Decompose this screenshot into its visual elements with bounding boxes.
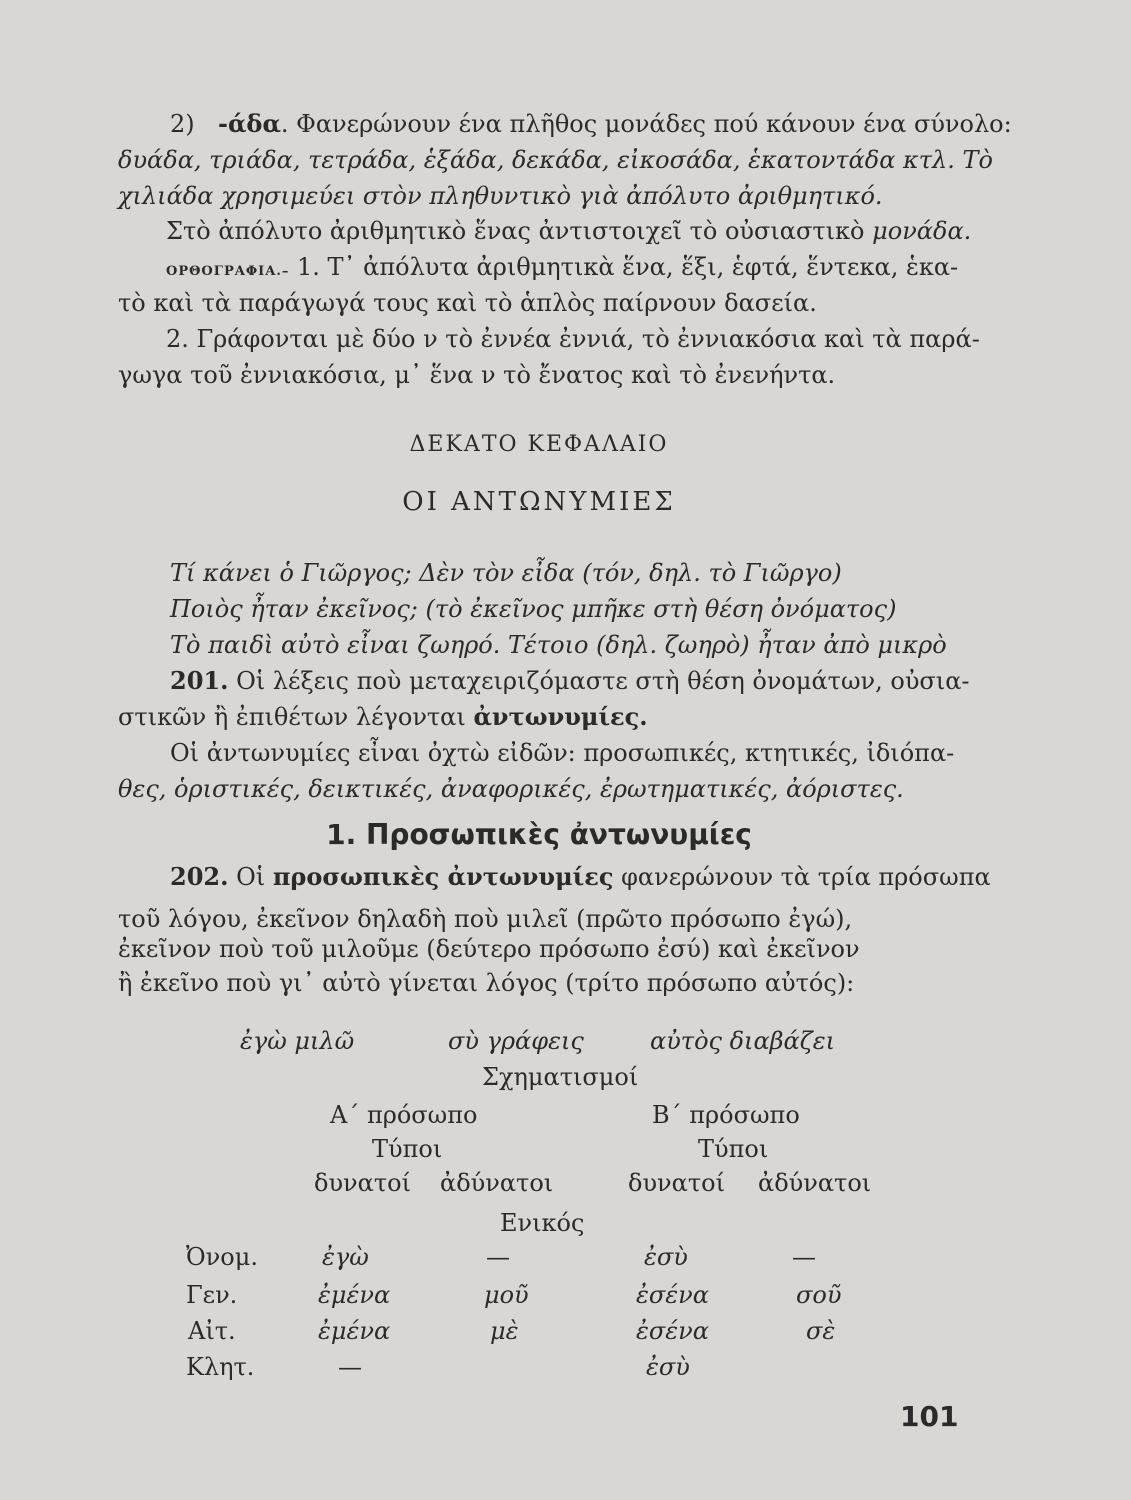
example-line: Τί κάνει ὁ Γιῶργος; Δὲν τὸν εἶδα (τόν, δηλ. τὸ Γιῶργο) xyxy=(170,559,842,587)
text-line-8: γωγα τοῦ ἐννιακόσια, μ᾽ ἕνα ν τὸ ἔνατος καὶ τὸ ἐνενήντα. xyxy=(118,361,836,389)
case-label: Ὀνομ. xyxy=(186,1243,258,1271)
example-line: Τὸ παιδὶ αὐτὸ εἶναι ζωηρό. Τέτοιο (δηλ. ζωηρὸ) ἦταν ἀπὸ μικρὸ xyxy=(170,631,947,659)
weak-form: σὲ xyxy=(806,1317,836,1345)
column-header-second-person: Β΄ πρόσωπο xyxy=(652,1101,800,1129)
text-line-2: δυάδα, τριάδα, τετράδα, ἑξάδα, δεκάδα, εἰκοσάδα, ἑκατοντάδα κτλ. Τὸ xyxy=(118,146,993,174)
case-label: Αἰτ. xyxy=(188,1317,236,1345)
case-label: Γεν. xyxy=(186,1281,238,1309)
strong-form: — xyxy=(338,1353,362,1381)
weak-forms-label: ἀδύνατοι xyxy=(758,1169,872,1197)
illustration-third-person: αὐτὸς διαβάζει xyxy=(650,1027,836,1055)
text-line-3: χιλιάδα χρησιμεύει στὸν πληθυντικὸ γιὰ ἀπόλυτο ἀριθμητικό. xyxy=(118,182,883,210)
strong-form: ἐγὼ xyxy=(322,1243,369,1271)
text-line: θες, ὁριστικές, δεικτικές, ἀναφορικές, ἐρωτηματικές, ἀόριστες. xyxy=(118,775,904,803)
types-label: Τύποι xyxy=(698,1135,769,1163)
strong-form: ἐσὺ xyxy=(646,1353,690,1381)
weak-form: μοῦ xyxy=(484,1281,529,1309)
paragraph-201: 201. Οἱ λέξεις ποὺ μεταχειριζόμαστε στὴ θέση ὀνομάτων, οὐσια- xyxy=(170,666,970,695)
text-line-4: Στὸ ἀπόλυτο ἀριθμητικὸ ἕνας ἀντιστοιχεῖ τὸ οὐσιαστικὸ μονάδα. xyxy=(166,217,972,245)
weak-form: — xyxy=(792,1243,816,1271)
page-number: 101 xyxy=(900,1400,959,1433)
text-line: στικῶν ἢ ἐπιθέτων λέγονται ἀντωνυμίες. xyxy=(118,702,648,731)
orthography-note: ΟΡΘΟΓΡΑΦΙΑ.– 1. Τ᾽ ἀπόλυτα ἀριθμητικὰ ἕνα, ἕξι, ἑφτά, ἕντεκα, ἑκα- xyxy=(166,253,959,281)
illustration-first-person: ἐγὼ μιλῶ xyxy=(240,1027,355,1055)
types-label: Τύποι xyxy=(372,1135,443,1163)
chapter-title: ΟΙ ΑΝΤΩΝΥΜΙΕΣ xyxy=(402,487,676,517)
paragraph-number: 202. xyxy=(170,862,229,891)
weak-form: — xyxy=(486,1243,510,1271)
strong-forms-label: δυνατοί xyxy=(628,1169,725,1197)
strong-forms-label: δυνατοί xyxy=(314,1169,411,1197)
chapter-heading: ΔΕΚΑΤΟ ΚΕΦΑΛΑΙΟ xyxy=(409,432,669,457)
text-line-7: 2. Γράφονται μὲ δύο ν τὸ ἐννέα ἐννιά, τὸ ἐννιακόσια καὶ τὰ παρά- xyxy=(166,325,980,353)
case-label: Κλητ. xyxy=(186,1353,255,1381)
text-line: τοῦ λόγου, ἐκεῖνον δηλαδὴ ποὺ μιλεῖ (πρῶτο πρόσωπο ἐγώ), xyxy=(118,905,853,933)
strong-form: ἐμένα xyxy=(318,1281,391,1309)
number-label: Ενικός xyxy=(500,1209,585,1237)
strong-form: ἐσένα xyxy=(636,1317,709,1345)
strong-form: ἐμένα xyxy=(318,1317,391,1345)
text-line: ἢ ἐκεῖνο ποὺ γι᾽ αὐτὸ γίνεται λόγος (τρίτο πρόσωπο αὐτός): xyxy=(118,969,855,997)
weak-forms-label: ἀδύνατοι xyxy=(440,1169,554,1197)
strong-form: ἐσένα xyxy=(636,1281,709,1309)
weak-form: μὲ xyxy=(490,1317,519,1345)
text-line-6: τὸ καὶ τὰ παράγωγά τους καὶ τὸ ἁπλὸς παίρνουν δασεία. xyxy=(118,289,817,317)
paragraph-202: 202. Οἱ προσωπικὲς ἀντωνυμίες φανερώνουν τὰ τρία πρόσωπα xyxy=(170,862,991,891)
column-header-first-person: Α΄ πρόσωπο xyxy=(330,1101,478,1129)
section-heading: 1. Προσωπικὲς ἀντωνυμίες xyxy=(326,818,752,851)
paragraph-number: 201. xyxy=(170,666,229,695)
text-line: Οἱ ἀντωνυμίες εἶναι ὀχτὼ εἰδῶν: προσωπικές, κτητικές, ἰδιόπα- xyxy=(170,739,955,767)
table-title: Σχηματισμοί xyxy=(482,1063,639,1091)
illustration-second-person: σὺ γράφεις xyxy=(448,1027,584,1055)
weak-form: σοῦ xyxy=(796,1281,842,1309)
strong-form: ἐσὺ xyxy=(644,1243,688,1271)
example-line: Ποιὸς ἦταν ἐκεῖνος; (τὸ ἐκεῖνος μπῆκε στὴ θέση ὀνόματος) xyxy=(170,595,897,623)
text-line: ἐκεῖνον ποὺ τοῦ μιλοῦμε (δεύτερο πρόσωπο ἐσύ) καὶ ἐκεῖνον xyxy=(118,935,860,963)
text-line-1: 2) -άδα. Φανερώνουν ένα πλῆθος μονάδες πού κάνουν ένα σύνολο: xyxy=(170,109,1012,138)
